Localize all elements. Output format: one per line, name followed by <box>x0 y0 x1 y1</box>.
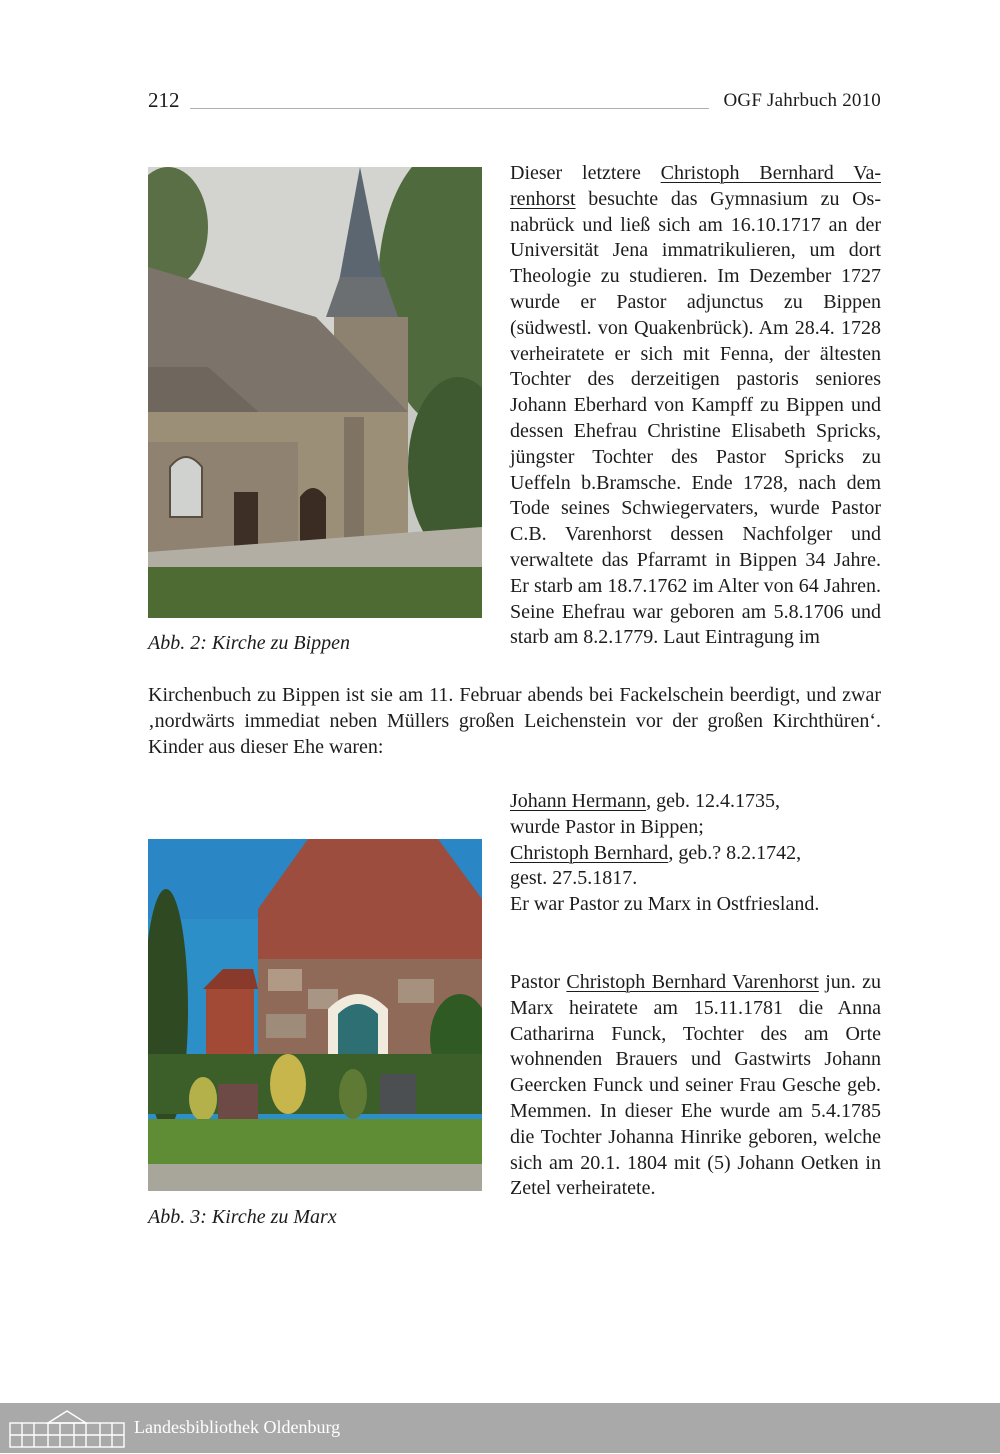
paragraph-body: nabrück und ließ sich am 16.10.1717 an der Universität Jena immatrikulieren, um dort Theologie zu studieren. Im Dezember 1727 wurde er Pastor adjunctus zu Bippen (südwestl. von Quakenbrück). Am 28.4. 1728 verheiratete er sich mit Fenna, der ältesten Tochter des derzeitigen pastoris seniores Johann Eberhard von Kampff zu Bippen und dessen Ehefrau Christine Elisabeth Spricks, jüngster Tochter des Pastor Spricks zu Ueffeln b.Bramsche. Ende 1728, nach dem Tode seines Schwiegervaters, wurde Pastor C.B. Varenhorst dessen Nachfolger und verwaltete das Pfarramt in Bippen 34 Jahre. Er starb am 18.7.1762 im Alter von 64 Jahren. Seine Ehefrau war geboren am 5.8.1706 und starb am 8.2.1779. Laut Eintragung im <box>510 213 881 649</box>
children-list <box>510 789 881 918</box>
child-name: Christoph Bernhard <box>510 841 669 864</box>
list-item <box>510 789 881 841</box>
paragraph-varenhorst-full <box>148 683 881 760</box>
child-extra: Er war Pastor zu Marx in Ostfriesland. <box>510 893 820 916</box>
child-dates: , geb. 12.4.1735, <box>646 790 780 812</box>
header-rule <box>190 108 709 109</box>
running-header <box>148 88 881 118</box>
photo-church-bippen <box>148 167 482 618</box>
library-building-icon <box>8 1407 126 1454</box>
paragraph-continuation: Kirchenbuch zu Bippen ist sie am 11. Februar abends bei Fackelschein beerdigt, und zwar ‚nordwärts immediat neben Müllers großen Leichenstein vor der großen Kirchthüren‘. Kinder aus dieser Ehe waren: <box>148 684 881 758</box>
paragraph-body: jun. zu Marx heiratete am 15.11.1781 die Anna Catharirna Funck, Tochter des am Orte wohnenden Brauers und Gastwirts Johann Geercken Funck und seiner Frau Gesche geb. Memmen. In dieser Ehe wurde am 5.4.1785 die Tochter Johanna Hinrike geboren, welche sich am 20.1. 1804 mit (5) Johann Oetken in Zetel verheiratete. <box>510 971 882 1200</box>
photo-church-marx <box>148 839 482 1191</box>
person-name-continued: renhorst <box>510 187 576 210</box>
figure-caption-marx: Abb. 3: Kirche zu Marx <box>148 1206 337 1228</box>
text-run: Pastor <box>510 971 567 993</box>
person-name: Christoph Bernhard Va- <box>660 162 881 184</box>
child-dates: , geb.? 8.2.1742, <box>668 841 802 864</box>
child-note: gest. 27.5.1817. <box>510 867 638 890</box>
paragraph-varenhorst-column <box>510 161 881 651</box>
child-name: Johann Hermann <box>510 790 647 812</box>
list-item <box>510 841 881 918</box>
person-name: Christoph Bernhard Varenhorst <box>566 971 819 993</box>
page-number: 212 <box>148 88 180 112</box>
text-run: Dieser letztere <box>510 162 661 184</box>
running-title: OGF Jahrbuch 2010 <box>723 90 881 111</box>
footer-bar <box>0 1403 1000 1453</box>
figure-caption-bippen: Abb. 2: Kirche zu Bippen <box>148 632 351 654</box>
library-name: Landesbibliothek Oldenburg <box>134 1417 341 1437</box>
text-run: besuchte das Gymnasium zu Os- <box>575 187 881 210</box>
child-note: wurde Pastor in Bippen; <box>510 815 704 838</box>
paragraph-marx <box>510 970 881 1202</box>
